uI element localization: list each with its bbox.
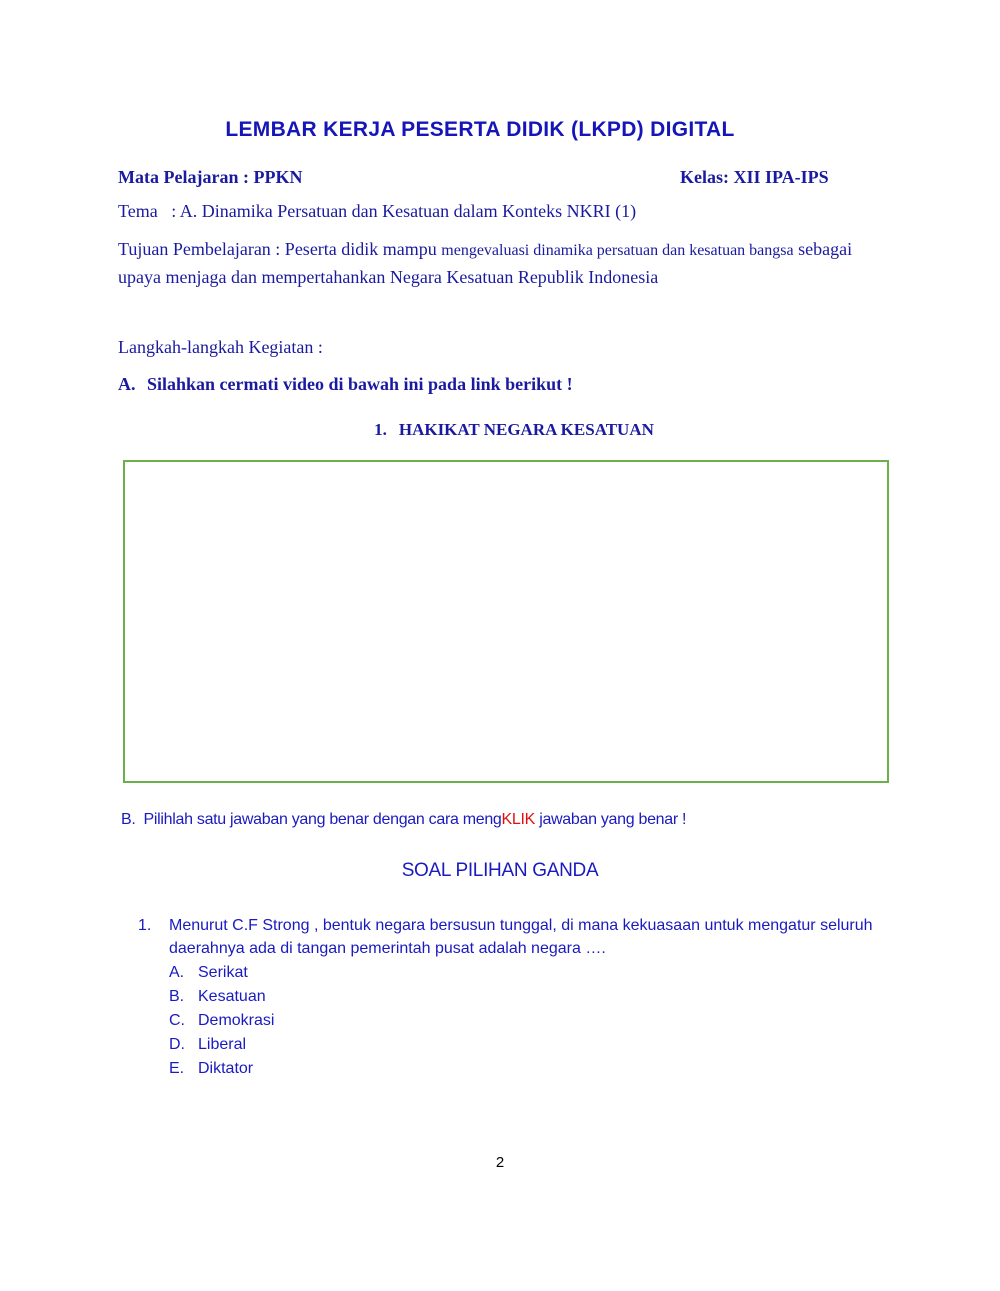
video-heading-number: 1. [374, 420, 387, 439]
section-a-letter: A. [118, 374, 136, 394]
video-heading [0, 420, 1000, 440]
section-b-text-2: jawaban yang benar ! [535, 811, 687, 828]
question-text: Menurut C.F Strong , bentuk negara bersusun tunggal, di mana kekuasaan untuk mengatur seluruh daerahnya ada di tangan pemerintah pusat adalah negara …. [169, 917, 873, 957]
section-b-instruction [121, 811, 686, 829]
steps-label: Langkah-langkah Kegiatan : [118, 337, 323, 357]
section-a [118, 374, 573, 395]
option-letter: B. [169, 988, 185, 1005]
question-number: 1. [138, 917, 152, 934]
option-b[interactable] [169, 985, 274, 1009]
section-a-text: Silahkan cermati video di bawah ini pada link berikut ! [147, 374, 573, 394]
section-b-text-1: Pilihlah satu jawaban yang benar dengan cara meng [143, 811, 502, 828]
learning-objective [118, 236, 888, 290]
option-e[interactable] [169, 1057, 274, 1081]
section-b-klik: KLIK [501, 811, 536, 828]
option-d[interactable] [169, 1033, 274, 1057]
page-number: 2 [495, 1154, 505, 1171]
option-letter: A. [169, 964, 185, 981]
option-text: Demokrasi [198, 1012, 275, 1029]
video-embed-frame[interactable] [123, 460, 889, 783]
objective-part-3: sebagai upaya menjaga dan mempertahankan Negara Kesatuan Republik Indonesia [118, 239, 853, 287]
answer-options [169, 961, 274, 1081]
objective-part-2: mengevaluasi dinamika persatuan dan kesatuan bangsa [441, 242, 794, 259]
option-a[interactable] [169, 961, 274, 985]
video-heading-title: HAKIKAT NEGARA KESATUAN [398, 420, 654, 439]
option-text: Diktator [198, 1060, 254, 1077]
option-letter: E. [169, 1060, 185, 1077]
class-label: Kelas: XII IPA-IPS [680, 167, 829, 187]
question-1 [138, 914, 898, 960]
option-text: Liberal [198, 1036, 247, 1053]
theme-label: Tema : A. Dinamika Persatuan dan Kesatuan dalam Konteks NKRI (1) [118, 201, 637, 221]
option-text: Serikat [198, 964, 248, 981]
option-letter: D. [169, 1036, 185, 1053]
document-title: LEMBAR KERJA PESERTA DIDIK (LKPD) DIGITAL [225, 118, 735, 141]
quiz-heading: SOAL PILIHAN GANDA [401, 860, 599, 881]
subject-label: Mata Pelajaran : PPKN [118, 167, 303, 187]
option-letter: C. [169, 1012, 185, 1029]
option-text: Kesatuan [198, 988, 266, 1005]
objective-part-1: Tujuan Pembelajaran : Peserta didik mampu [118, 239, 442, 259]
option-c[interactable] [169, 1009, 274, 1033]
section-b-letter: B. [121, 811, 136, 828]
